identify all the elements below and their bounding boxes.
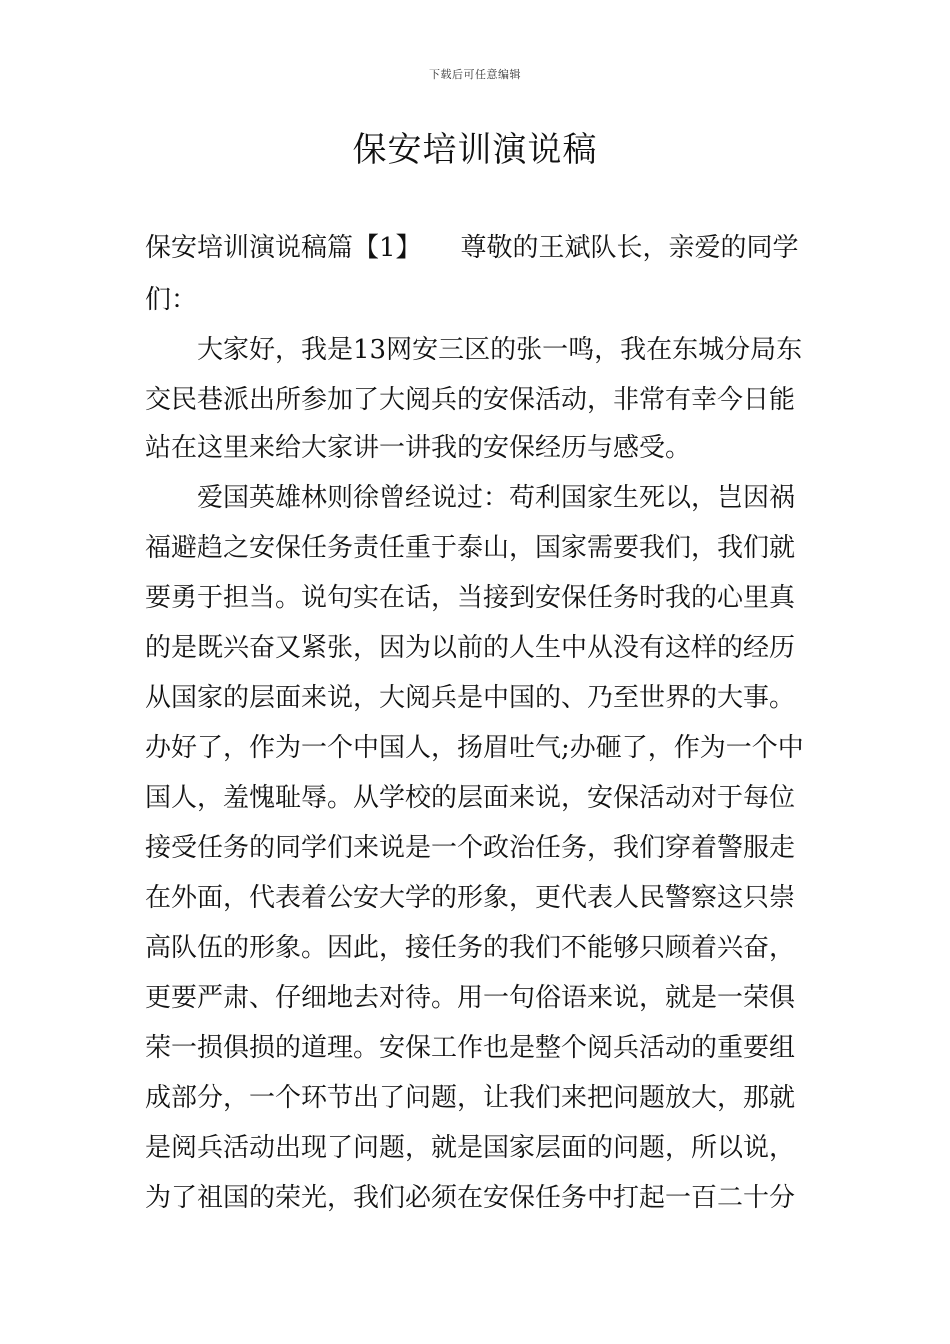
document-title: 保安培训演说稿 [352,130,598,170]
body-line: 为了祖国的荣光，我们必须在安保任务中打起一百二十分 [145,1183,796,1213]
body-line: 交民巷派出所参加了大阅兵的安保活动，非常有幸今日能 [145,385,796,415]
body-line: 的是既兴奋又紧张，因为以前的人生中从没有这样的经历 [145,633,796,663]
body-line: 站在这里来给大家讲一讲我的安保经历与感受。 [145,433,692,463]
body-line: 接受任务的同学们来说是一个政治任务，我们穿着警服走 [145,833,796,863]
body-line: 成部分，一个环节出了问题，让我们来把问题放大，那就 [145,1083,796,1113]
body-line: 荣一损俱损的道理。安保工作也是整个阅兵活动的重要组 [145,1033,796,1063]
body-line: 在外面，代表着公安大学的形象，更代表人民警察这只崇 [145,883,796,913]
body-line: 高队伍的形象。因此，接任务的我们不能够只顾着兴奋， [145,933,796,963]
body-line: 保安培训演说稿篇【1】 尊敬的王斌队长，亲爱的同学 [145,233,799,263]
body-line: 是阅兵活动出现了问题，就是国家层面的问题，所以说， [145,1133,796,1163]
body-line: 大家好，我是13网安三区的张一鸣，我在东城分局东 [197,335,803,365]
body-line: 要勇于担当。说句实在话，当接到安保任务时我的心里真 [145,583,796,613]
body-line: 办好了，作为一个中国人，扬眉吐气;办砸了，作为一个中 [145,733,804,763]
body-line: 从国家的层面来说，大阅兵是中国的、乃至世界的大事。 [145,683,796,713]
body-line: 国人，羞愧耻辱。从学校的层面来说，安保活动对于每位 [145,783,796,813]
header-note: 下载后可任意编辑 [429,68,521,81]
body-line: 更要严肃、仔细地去对待。用一句俗语来说，就是一荣俱 [145,983,796,1013]
body-line: 爱国英雄林则徐曾经说过：苟利国家生死以，岂因祸 [197,483,796,513]
body-line: 们： [145,285,198,315]
body-line: 福避趋之安保任务责任重于泰山，国家需要我们，我们就 [145,533,796,563]
